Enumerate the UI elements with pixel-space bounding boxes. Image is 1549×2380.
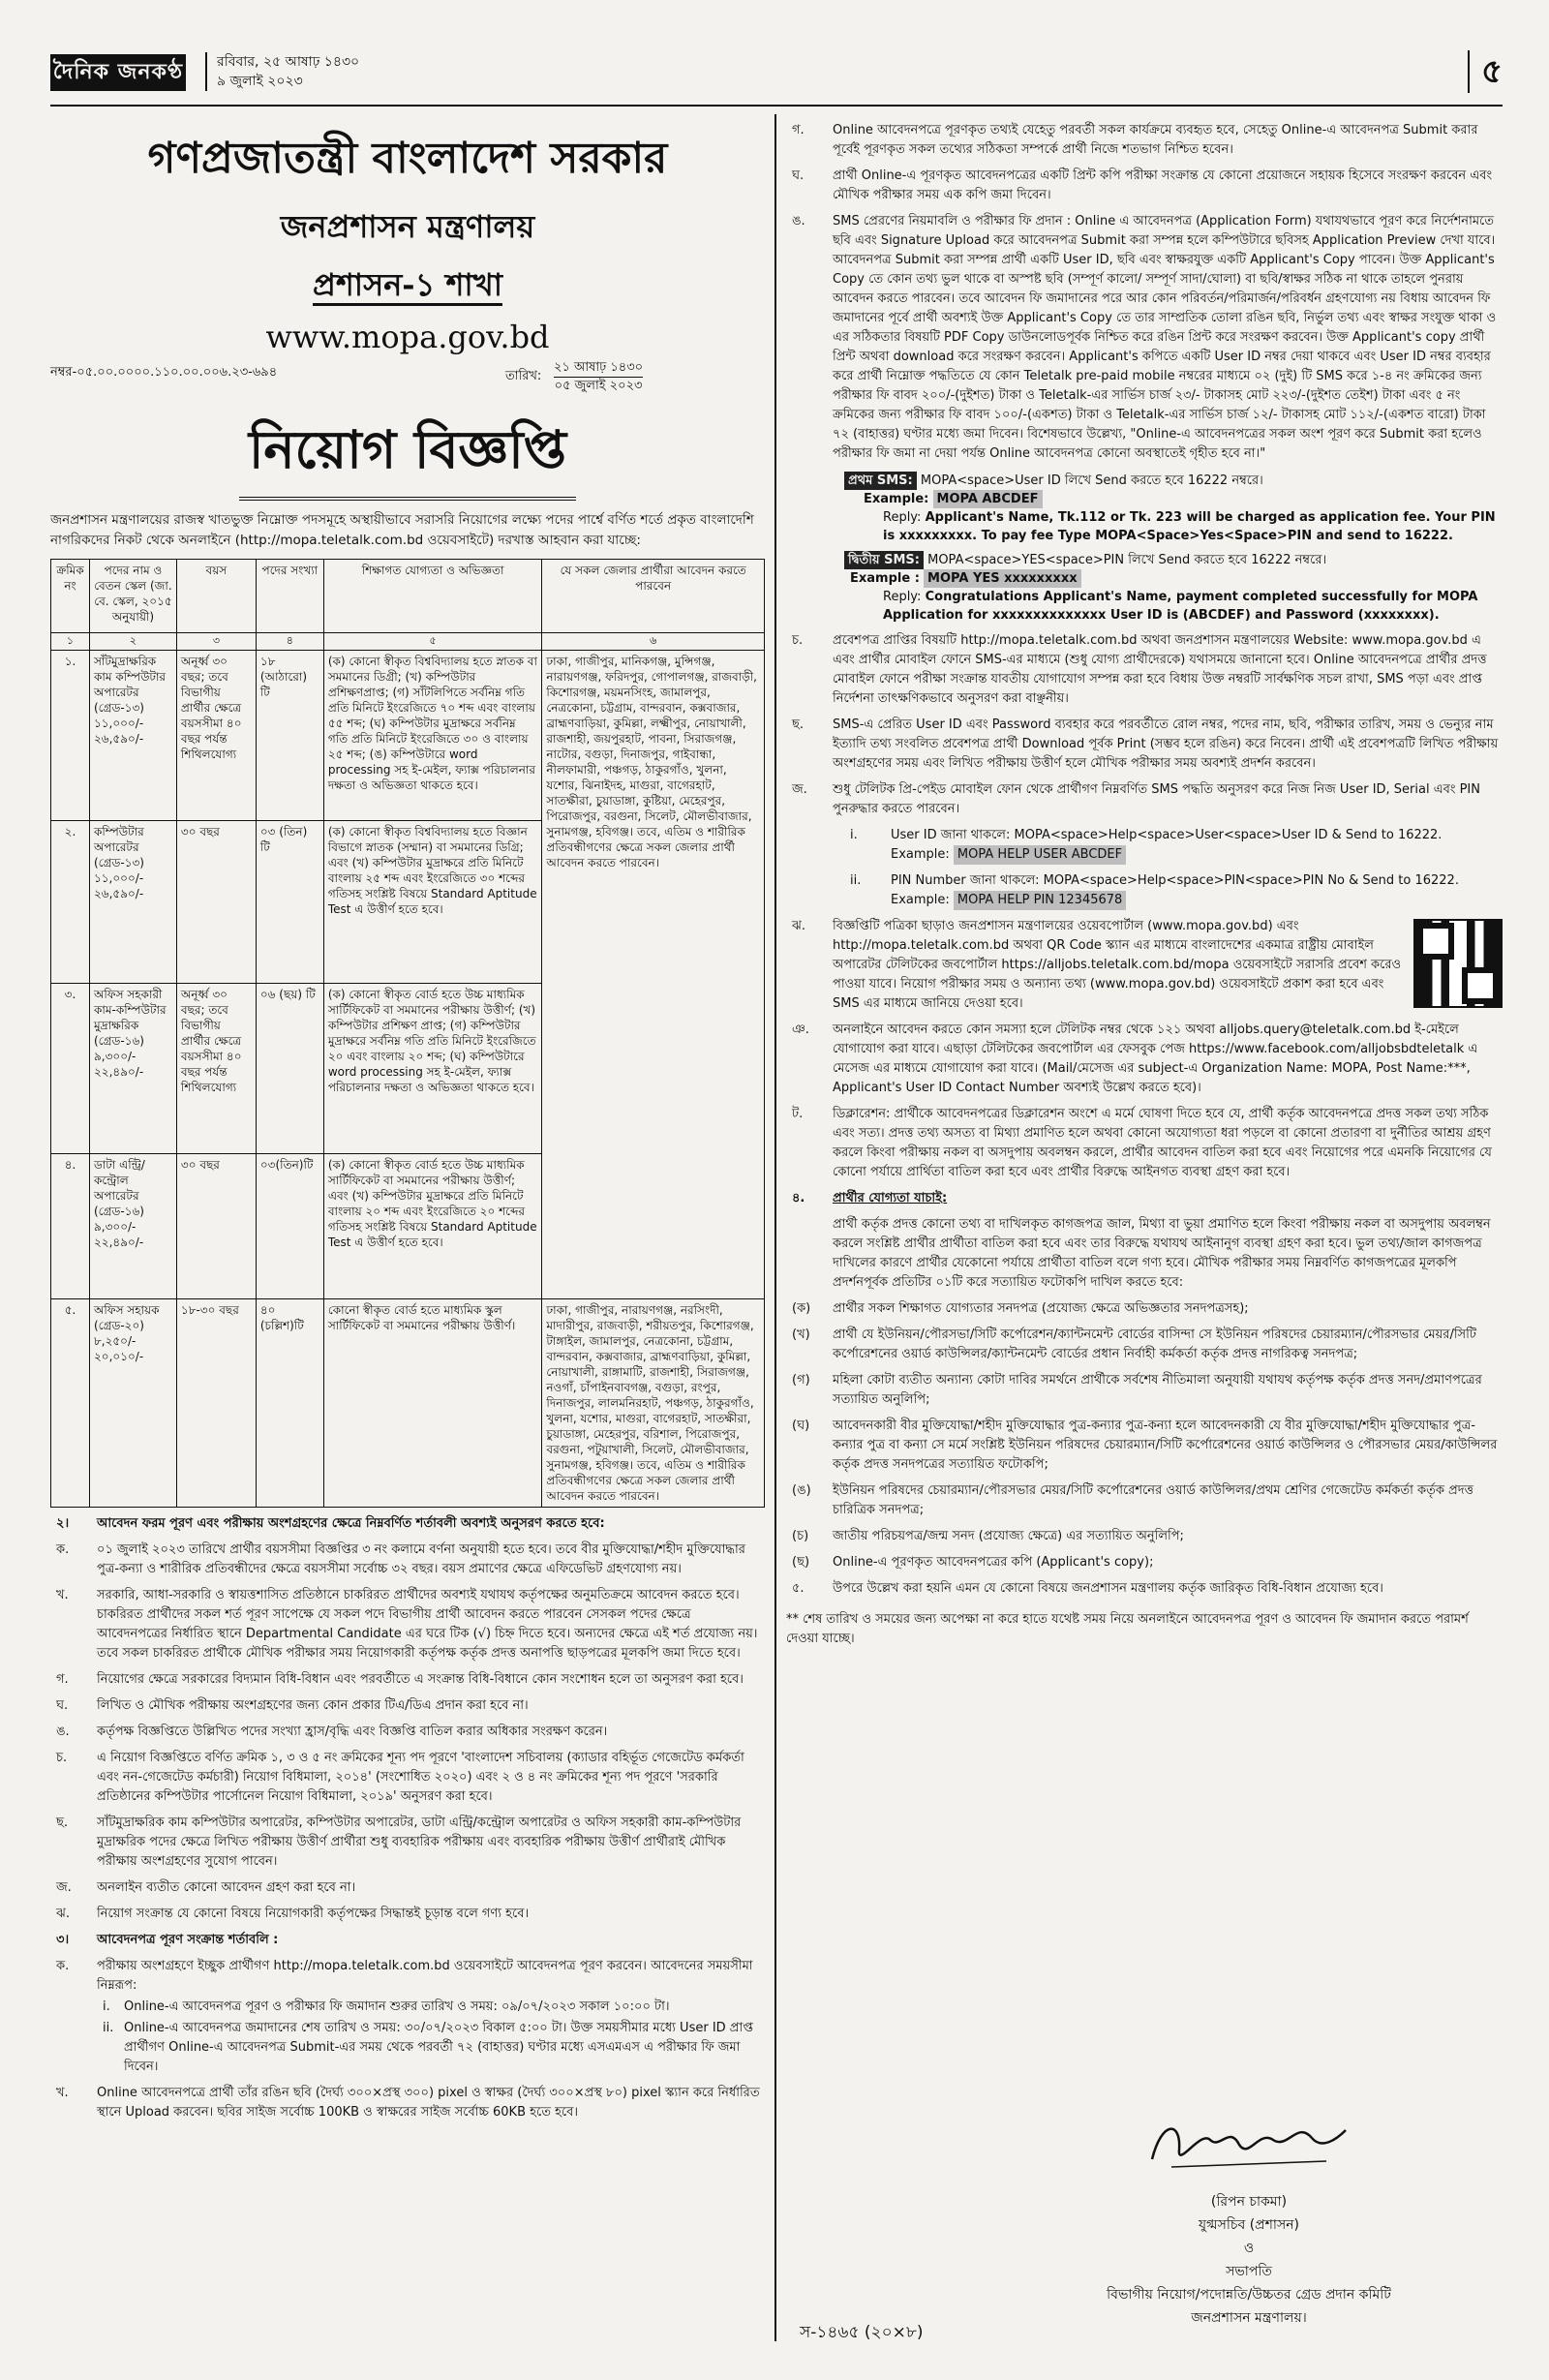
item-text: Online আবেদনপত্রে প্রার্থী তাঁর রঙিন ছবি (দৈর্ঘ্য ৩০০×প্রস্থ ৩০০) pixel ও স্বাক্ষর (দৈর্ঘ্য ৩০০×প্রস্থ ৮০) pixel স্ক্যান করে নির্ধারিত স্থানে Upload করবেন। ছবির সাইজ সর্বোচ্চ 100KB ও স্বাক্ষরের সাইজ সর্বোচ্চ 60KB হতে হবে। xyxy=(97,2086,760,2120)
section-4-intro xyxy=(786,1215,1503,1293)
list-item xyxy=(50,1749,765,1807)
sub-item xyxy=(97,2019,765,2077)
item-text: প্রবেশপত্র প্রাপ্তির বিষয়টি http://mopa.teletalk.com.bd অথবা জনপ্রশাসন মন্ত্রণালয়ের Website: www.mopa.gov.bd এ এবং প্রার্থীর মোবাইল ফোনে SMS-এর মাধ্যমে (শুধু যোগ্য প্রার্থীদেরকে) যথাসময়ে জানানো হবে। Online আবেদনপত্রে প্রার্থীর প্রদত্ত মোবাইল ফোনে পরীক্ষা সংক্রান্ত যাবতীয় যোগাযোগ সম্পন্ন করা হবে বিধায় উক্ত নম্বরটি সার্বক্ষণিক সচল রাখা, SMS পড়া এবং প্রাপ্ত নির্দেশনা তাৎক্ষণিকভাবে অনুসরণ করা বাঞ্ছনীয়। xyxy=(833,633,1487,706)
section-heading-text: আবেদন ফরম পূরণ এবং পরীক্ষায় অংশগ্রহণের ক্ষেত্রে নিম্নবর্ণিত শর্তাবলী অবশ্যই অনুসরণ করতে হবে: xyxy=(97,1516,605,1531)
reply-text: Congratulations Applicant's Name, payment completed successfully for MOPA Application for xxxxxxxxxxxxxx User ID is (ABCDEF) and Password (xxxxxxxx). xyxy=(883,590,1478,623)
row-age: অনূর্ধ্ব ৩০ বছর; তবে বিভাগীয় প্রার্থীর ক্ষেত্রে বয়সসীমা ৪০ বছর পর্যন্ত শিথিলযোগ্য xyxy=(176,984,256,1154)
table-header-cell: ক্রমিক নং xyxy=(51,560,90,633)
row-post: ডাটা এন্ট্রি/কন্ট্রোল অপারেটর (গ্রেড-১৬) ৯,৩০০/- ২২,৪৯০/- xyxy=(89,1154,176,1299)
left-column xyxy=(50,114,765,2122)
row-age: ৩০ বছর xyxy=(176,821,256,984)
table-header-cell: পদের নাম ও বেতন স্কেল (জা. বে. স্কেল, ২০১৫ অনুযায়ী) xyxy=(89,560,176,633)
item-body xyxy=(833,1371,1503,1410)
item-mark: (ছ) xyxy=(792,1555,810,1570)
item-body xyxy=(97,1905,765,1924)
section-4 xyxy=(786,1189,1503,1649)
item-text: ০১ জুলাই ২০২৩ তারিখে প্রার্থীর বয়সসীমা বিজ্ঞপ্তির ৩ নং কলামে বর্ণনা অনুযায়ী হতে হবে। তবে বীর মুক্তিযোদ্ধা/শহীদ মুক্তিযোদ্ধার পুত্র-কন্যা ও শারীরিক প্রতিবন্ধীদের ক্ষেত্রে বয়সসীমা সর্বোচ্চ ৩২ বছর। বয়স প্রমাণের ক্ষেত্রে এফিডেভিট গ্রহণযোগ্য নয়। xyxy=(97,1542,745,1576)
item-text: শুধু টেলিটক প্রি-পেইড মোবাইল ফোন থেকে প্রার্থীগণ নিম্নবর্ণিত SMS পদ্ধতি অনুসরণ করে নিজ নিজ User ID, Serial এবং PIN পুনরুদ্ধার করতে পারবেন। xyxy=(833,782,1480,816)
item-mark: (গ) xyxy=(792,1373,810,1388)
item-body xyxy=(833,1481,1503,1520)
example-label: Example : xyxy=(850,571,920,586)
item-text: PIN Number জানা থাকলে: MOPA<space>Help<space>PIN<space>PIN No & Send to 16222. xyxy=(891,873,1459,888)
first-sms-reply xyxy=(844,508,1503,545)
sms-instructions xyxy=(786,472,1503,625)
item-text: সাঁটমুদ্রাক্ষরিক কাম কম্পিউটার অপারেটর, কম্পিউটার অপারেটর, ডাটা এন্ট্রি/কন্ট্রোল অপারেটর ও অফিস সহকারী কাম-কম্পিউটার মুদ্রাক্ষরিক পদের ক্ষেত্রে লিখিত পরীক্ষায় উত্তীর্ণ প্রার্থীরা শুধু ব্যবহারিক পরীক্ষায় এবং ব্যবহারিক পরীক্ষায় উত্তীর্ণ প্রার্থীরাই মৌখিক পরীক্ষায় অংশগ্রহণের সুযোগ পাবেন। xyxy=(97,1816,742,1869)
table-row xyxy=(51,1299,765,1508)
item-mark: গ. xyxy=(56,1672,69,1687)
list-item xyxy=(786,1371,1503,1410)
item-text: লিখিত ও মৌখিক পরীক্ষায় অংশগ্রহণের জন্য কোন প্রকার টিএ/ডিএ প্রদান করা হবে না। xyxy=(97,1698,529,1713)
example-code: MOPA HELP PIN 12345678 xyxy=(954,891,1126,910)
item-mark: (ঘ) xyxy=(792,1419,810,1433)
row-serial: ৪. xyxy=(51,1154,90,1299)
reply-text: Applicant's Name, Tk.112 or Tk. 223 will be charged as application fee. Your PIN is xxxxxxxxx. To pay fee Type MOPA<Space>Yes<Space>PIN and send to 16222. xyxy=(883,510,1496,543)
item-body xyxy=(97,1586,765,1663)
handwritten-signature xyxy=(1142,2111,1355,2179)
item-mark: ছ. xyxy=(792,717,805,732)
row-age: ১৮-৩০ বছর xyxy=(176,1299,256,1508)
item-body xyxy=(97,1814,765,1872)
table-header-cell: শিক্ষাগত যোগ্যতা ও অভিজ্ঞতা xyxy=(323,560,542,633)
row-post: অফিস সহকারী কাম-কম্পিউটার মুদ্রাক্ষরিক (গ্রেড-১৬) ৯,৩০০/- ২২,৪৯০/- xyxy=(89,984,176,1154)
example-label: Example: xyxy=(891,893,950,907)
section-mark: ৫. xyxy=(792,1581,805,1596)
ad-reference: স-১৪৬৫ (২০×৮) xyxy=(800,2323,924,2342)
section-mark: ৪. xyxy=(792,1191,805,1205)
list-item xyxy=(786,167,1503,205)
item-body xyxy=(833,1527,1503,1546)
item-text: সরকারি, আধা-সরকারি ও স্বায়ত্তশাসিত প্রতিষ্ঠানে চাকরিরত প্রার্থীদের অবশ্যই যথাযথ কর্তৃপক্ষের অনুমতিক্রমে আবেদন করতে হবে। চাকরিরত প্রার্থীদের সকল শর্ত পূরণ সাপেক্ষে যে সকল পদে বিভাগীয় প্রার্থী আবেদন করতে পারবেন সেসকল পদের ক্ষেত্রে আবেদনপত্রের নির্ধারিত স্থানে Departmental Candidate এর ঘরে টিক (√) চিহ্ন দিতে হবে। অন্যদের ক্ষেত্রে এই শর্ত প্রযোজ্য নয়। তবে সকল চাকরিরত প্রার্থীকে মৌখিক পরীক্ষার সময় নিয়োগকারী কর্তৃপক্ষ কর্তৃক প্রদত্ত অনাপত্তি ছাড়পত্রের মূলকপি জমা দিতে হবে। xyxy=(97,1588,758,1661)
item-text: SMS প্রেরণের নিয়মাবলি ও পরীক্ষার ফি প্রদান : Online এ আবেদনপত্র (Application Form) যথাযথভাবে পূরণ করে নির্দেশনামতে ছবি এবং Signature Upload করে আবেদনপত্র Submit করা সম্পন্ন হলে কম্পিউটারে ছবিসহ Application Preview দেখা যাবে। আবেদনপত্র Submit করা সম্পন্ন প্রার্থী একটি User ID, ছবি এবং স্বাক্ষরযুক্ত একটি Applicant's Copy পাবেন। উক্ত Applicant's Copy তে কোন তথ্য ভুল থাকে বা অস্পষ্ট ছবি (সম্পূর্ণ কালো/ সম্পূর্ণ সাদা/ঘোলা) বা ছবি/স্বাক্ষর সঠিক না থাকে তাহলে পুনরায় আবেদন করতে পারবেন। তবে আবেদন ফি জমাদানের পরে আর কোন পরিবর্তন/পরিমার্জন/পরিবর্ধন গ্রহণযোগ্য নয় বিধায় আবেদন ফি জমাদানের পূর্বে প্রার্থী অবশ্যই উক্ত Applicant's Copy তে তার সাম্প্রতিক তোলা রঙিন ছবি, নির্ভুল তথ্য এবং স্বাক্ষর সংযুক্ত থাকা ও এর সঠিকতার বিষয়টি PDF Copy ডাউনলোডপূর্বক নিশ্চিত করে রঙিন প্রিন্ট করে সংরক্ষণ করবেন। উক্ত Applicant's copy প্রার্থী প্রিন্ট অথবা download করে সংরক্ষণ করবেন। Applicant's কপিতে একটি User ID নম্বর দেয়া থাকবে এবং User ID নম্বর ব্যবহার করে প্রার্থী নিম্নোক্ত পদ্ধতিতে যে কোন Teletalk pre-paid mobile নম্বরের মাধ্যমে ০২ (দুই) টি SMS করে ১-৪ নং ক্রমিকের জন্য পরীক্ষার ফি বাবদ ২০০/-(দুইশত) টাকা ও Teletalk-এর সার্ভিস চার্জ ২৩/- টাকাসহ মোট ২২৩/-(দুইশত তেইশ) টাকা এবং ৫ নং ক্রমিকের জন্য পরীক্ষার ফি বাবদ ১০০/-(একশত) টাকা ও Teletalk-এর সার্ভিস চার্জ ১২/- টাকাসহ মোট ১১২/-(একশত বারো) টাকা ৭২ (বাহাত্তর) ঘণ্টার মধ্যে জমা দিবেন। বিশেষভাবে উল্লেখ্য, "Online-এ আবেদনপত্রের সকল অংশ পূরণ করে Submit করা হলেও পরীক্ষার ফি জমা না দেয়া পর্যন্ত Online আবেদনপত্র কোনো অবস্থাতেই গৃহীত হবে না।" xyxy=(833,214,1497,461)
reply-label: Reply: xyxy=(883,510,922,525)
sub-item-text: Online-এ আবেদনপত্র পূরণ ও পরীক্ষার ফি জমাদান শুরুর তারিখ ও সময়: ০৯/০৭/২০২৩ সকাল ১০:০০ টা। xyxy=(124,1999,670,2014)
example-code: MOPA HELP USER ABCDEF xyxy=(954,845,1126,865)
memo-row xyxy=(50,359,765,404)
item-mark: ক. xyxy=(56,1542,70,1557)
row-districts: ঢাকা, গাজীপুর, নারায়ণগঞ্জ, নরসিংদী, মাদারীপুর, রাজবাড়ী, শরীয়তপুর, কিশোরগঞ্জ, টাঙ্গাইল, জামালপুর, নেত্রকোনা, চট্টগ্রাম, বান্দরবান, কক্সবাজার, ব্রাহ্মণবাড়িয়া, কুমিল্লা, নোয়াখালী, রাঙ্গামাটি, রাজশাহী, সিরাজগঞ্জ, নওগাঁ, চাঁপাইনবাবগঞ্জ, বগুড়া, রংপুর, দিনাজপুর, লালমনিরহাট, পঞ্চগড়, ঠাকুরগাঁও, খুলনা, যশোর, মাগুরা, বাগেরহাট, সাতক্ষীরা, চুয়াডাঙ্গা, মেহেরপুর, বরিশাল, পিরোজপুর, বরগুনা, পটুয়াখালী, সিলেট, মৌলভীবাজার, সুনামগঞ্জ, হবিগঞ্জ। তবে, এতিম ও শারীরিক প্রতিবন্ধীগণের ক্ষেত্রে সকল জেলার প্রার্থী আবেদন করতে পারবেন। xyxy=(542,1299,765,1508)
reply-label: Reply: xyxy=(883,590,922,604)
list-item xyxy=(786,1105,1503,1182)
item-text: নিয়োগের ক্ষেত্রে সরকারের বিদ্যমান বিধি-বিধান এবং পরবর্তীতে এ সংক্রান্ত বিধি-বিধানে কোন সংশোধন হলে তা অনুসরণ করা হবে। xyxy=(97,1672,744,1687)
item-body xyxy=(833,917,1503,1014)
item-text: অনলাইনে আবেদন করতে কোন সমস্যা হলে টেলিটক নম্বর থেকে ১২১ অথবা alljobs.query@teletalk.com.bd ই-মেইলে যোগাযোগ করা যাবে। এছাড়া টেলিটকের জবপোর্টাল এর ফেসবুক পেজ https://www.facebook.com/alljobsbdteletalk এ মেসেজ এর মাধ্যমে যোগাযোগ করা যাবে। (Mail/মেসেজ এর subject-এ Organization Name: MOPA, Post Name:***, Applicant's User ID Contact Number অবশ্যই উল্লেখ করতে হবে)। xyxy=(833,1022,1478,1095)
table-header-cell: বয়স xyxy=(176,560,256,633)
branch-heading xyxy=(50,260,765,313)
section-5 xyxy=(786,1579,1503,1599)
row-count: ০৬ (ছয়) টি xyxy=(256,984,323,1154)
table-header-cell: যে সকল জেলার প্রার্থীরা আবেদন করতে পারবেন xyxy=(542,560,765,633)
item-body xyxy=(97,1541,765,1579)
item-mark: জ. xyxy=(56,1880,72,1895)
row-age: ৩০ বছর xyxy=(176,1154,256,1299)
section-2-heading xyxy=(50,1514,765,1534)
item-text: জাতীয় পরিচয়পত্র/জন্ম সনদ (প্রযোজ্য ক্ষেত্রে) এর সত্যায়িত অনুলিপি; xyxy=(833,1529,1184,1543)
item-body xyxy=(833,121,1503,160)
item-mark: ঘ. xyxy=(56,1698,69,1713)
admit-card-list xyxy=(786,631,1503,819)
item-text: প্রার্থী Online-এ পূরণকৃত আবেদনপত্রের একটি প্রিন্ট কপি পরীক্ষা সংক্রান্ত যে কোনো প্রয়োজনে সহায়ক হিসেবে সংরক্ষণ করবেন এবং মৌখিক পরীক্ষার সময় এক কপি জমা দিবেন। xyxy=(833,168,1493,202)
item-body xyxy=(97,2084,765,2122)
list-item xyxy=(786,1326,1503,1364)
item-text: নিয়োগ সংক্রান্ত যে কোনো বিষয়ে নিয়োগকারী কর্তৃপক্ষের সিদ্ধান্তই চূড়ান্ত বলে গণ্য হবে। xyxy=(97,1907,530,1921)
list-item xyxy=(50,1905,765,1924)
row-serial: ৫. xyxy=(51,1299,90,1508)
row-districts: ঢাকা, গাজীপুর, মানিকগঞ্জ, মুন্সিগঞ্জ, নারায়ণগঞ্জ, ফরিদপুর, গোপালগঞ্জ, রাজবাড়ী, কিশোরগঞ্জ, ময়মনসিংহ, জামালপুর, নেত্রকোনা, চট্টগ্রাম, বান্দরবান, কক্সবাজার, ব্রাহ্মণবাড়িয়া, কুমিল্লা, লক্ষ্মীপুর, নোয়াখালী, রাজশাহী, জয়পুরহাট, পাবনা, সিরাজগঞ্জ, নাটোর, বগুড়া, দিনাজপুর, গাইবান্ধা, নীলফামারী, পঞ্চগড়, ঠাকুরগাঁও, খুলনা, যশোর, ঝিনাইদহ, মাগুরা, বাগেরহাট, সাতক্ষীরা, চুয়াডাঙ্গা, কুষ্টিয়া, মেহেরপুর, পিরোজপুর, বরগুনা, সিলেট, মৌলভীবাজার, সুনামগঞ্জ, হবিগঞ্জ। তবে, এতিম ও শারীরিক প্রতিবন্ধীগণের ক্ষেত্রে সকল জেলার প্রার্থী আবেদন করতে পারবেন। xyxy=(542,651,765,1299)
item-text: কর্তৃপক্ষ বিজ্ঞপ্তিতে উল্লিখিত পদের সংখ্যা হ্রাস/বৃদ্ধি এবং বিজ্ঞপ্তি বাতিল করার অধিকার সংরক্ষণ করেন। xyxy=(97,1724,608,1739)
list-item xyxy=(50,1814,765,1872)
memo-date-en: ০৫ জুলাই ২০২৩ xyxy=(554,379,643,393)
item-body xyxy=(97,1670,765,1690)
posts-table xyxy=(50,559,765,1508)
column-number: ২ xyxy=(89,633,176,651)
memo-date-label: তারিখ: xyxy=(505,369,542,383)
item-mark: ঝ. xyxy=(792,919,805,933)
list-item xyxy=(786,1527,1503,1546)
item-body xyxy=(833,780,1503,819)
signatory-and: ও xyxy=(1243,2241,1255,2256)
column-number: ৩ xyxy=(176,633,256,651)
section-heading-text: আবেদনপত্র পূরণ সংক্রান্ত শর্তাবলি : xyxy=(97,1933,279,1947)
list-item xyxy=(786,917,1503,1014)
footnote-text: ** শেষ তারিখ ও সময়ের জন্য অপেক্ষা না করে হাতে যথেষ্ট সময় নিয়ে অনলাইনে আবেদনপত্র পূরণ ও আবেদন ফি জমাদান করতে পরামর্শ দেওয়া যাচ্ছে। xyxy=(786,1612,1469,1646)
row-count: ৪০ (চল্লিশ)টি xyxy=(256,1299,323,1508)
table-header-cell: পদের সংখ্যা xyxy=(256,560,323,633)
column-number: ১ xyxy=(51,633,90,651)
item-text: Online আবেদনপত্রে পূরণকৃত তথ্যই যেহেতু পরবর্তী সকল কার্যক্রমে ব্যবহৃত হবে, সেহেতু Online-এ আবেদনপত্র Submit করার পূর্বেই পূরণকৃত সকল তথ্যের সঠিকতা সম্পর্কে প্রার্থী নিজে শতভাগ নিশ্চিত হবেন। xyxy=(833,123,1478,157)
item-mark: চ. xyxy=(56,1751,68,1765)
row-serial: ২. xyxy=(51,821,90,984)
list-item xyxy=(786,212,1503,464)
list-item xyxy=(786,1299,1503,1319)
list-item xyxy=(786,1417,1503,1475)
item-text: পরীক্ষায় অংশগ্রহণে ইচ্ছুক প্রার্থীগণ http://mopa.teletalk.com.bd ওয়েবসাইটে আবেদনপত্র পূরণ করবেন। আবেদনের সময়সীমা নিম্নরূপ: xyxy=(97,1959,753,1993)
first-sms-line xyxy=(844,472,1503,490)
signatory-committee: বিভাগীয় নিয়োগ/পদোন্নতি/উচ্চতর গ্রেড প্রদান কমিটি xyxy=(1107,2287,1391,2303)
sub-item-mark: i. xyxy=(103,1999,110,2014)
column-number-row xyxy=(51,633,765,651)
item-mark: ঝ. xyxy=(56,1907,70,1921)
list-item xyxy=(844,871,1503,910)
list-item xyxy=(50,1696,765,1716)
notice-title xyxy=(50,410,765,501)
section-4-list xyxy=(786,1299,1503,1572)
notice-title-text: নিয়োগ বিজ্ঞপ্তি xyxy=(239,410,576,501)
item-body xyxy=(833,1553,1503,1572)
spacer xyxy=(786,1215,833,1293)
list-item xyxy=(50,1670,765,1690)
second-sms-reply xyxy=(844,588,1503,625)
column-number: ৬ xyxy=(542,633,765,651)
item-mark: i. xyxy=(850,828,858,842)
signatory-name: (রিপন চাকমা) xyxy=(1210,2194,1288,2210)
second-sms-line xyxy=(844,551,1503,569)
section-3 xyxy=(50,1931,765,2122)
signature-block xyxy=(1046,2111,1452,2330)
item-body xyxy=(833,1326,1503,1364)
list-item xyxy=(50,2084,765,2122)
row-serial: ৩. xyxy=(51,984,90,1154)
first-sms-text: MOPA<space>User ID লিখে Send করতে হবে 16222 নম্বরে। xyxy=(920,473,1263,488)
section-3-list xyxy=(50,1957,765,2122)
list-item xyxy=(50,1723,765,1742)
row-qualification: কোনো স্বীকৃত বোর্ড হতে মাধ্যমিক স্কুল সার্টিফিকেট বা সমমানের পরীক্ষায় উত্তীর্ণ। xyxy=(323,1299,542,1508)
item-mark: (চ) xyxy=(792,1529,809,1543)
item-text: মহিলা কোটা ব্যতীত অন্যান্য কোটা দাবির সমর্থনে প্রার্থীকে সর্বশেষ নীতিমালা অনুযায়ী যথাযথ কর্তৃপক্ষ কর্তৃক প্রদত্ত সনদ/প্রমাণপত্রের সত্যায়িত অনুলিপি; xyxy=(833,1373,1482,1407)
item-text: বিজ্ঞপ্তিটি পত্রিকা ছাড়াও জনপ্রশাসন মন্ত্রণালয়ের ওয়েবপোর্টাল (www.mopa.gov.bd) এবং http://mopa.teletalk.com.bd অথবা QR Code স্ক্যান এর মাধ্যমে বাংলাদেশের একমাত্র রাষ্ট্রীয় মোবাইল অপারেটর টেলিটকের জবপোর্টাল https://alljobs.teletalk.com.bd/mopa ওয়েবসাইটে সরাসরি প্রবেশ করেও পাওয়া যাবে। নিয়োগ পরীক্ষার সময় ও অন্যান্য তথ্য (www.mopa.gov.bd) ওয়েবসাইটে প্রকাশ করা হবে এবং SMS এর মাধ্যমে জানিয়ে দেওয়া হবে। xyxy=(833,919,1402,1011)
memo-date-bn: ২১ আষাঢ় ১৪৩০ xyxy=(554,359,643,378)
item-text: User ID জানা থাকলে: MOPA<space>Help<space>User<space>User ID & Send to 16222. xyxy=(891,828,1443,842)
item-mark: (খ) xyxy=(792,1327,810,1342)
footnote xyxy=(786,1610,1503,1649)
memo-dates xyxy=(554,359,643,395)
item-mark: ছ. xyxy=(56,1816,69,1830)
item-body xyxy=(833,631,1503,709)
masthead xyxy=(50,50,1503,107)
item-mark: খ. xyxy=(56,2086,69,2100)
signatory-role: সভাপতি xyxy=(1226,2264,1272,2279)
example-code: MOPA YES xxxxxxxxx xyxy=(924,569,1081,588)
list-item xyxy=(50,1878,765,1898)
list-item xyxy=(50,1586,765,1663)
row-qualification: (ক) কোনো স্বীকৃত বিশ্ববিদ্যালয় হতে বিজ্ঞান বিভাগে স্নাতক (সম্মান) বা সমমানের ডিগ্রি; এবং (খ) কম্পিউটার মুদ্রাক্ষরে প্রতি মিনিটে বাংলায় ২৫ শব্দ এবং ইংরেজিতে ৩০ শব্দের গতিসহ সংশ্লিষ্ট বিষয়ে Standard Aptitude Test এ উত্তীর্ণ হতে হবে। xyxy=(323,821,542,984)
list-item xyxy=(50,1957,765,2077)
list-item xyxy=(786,716,1503,774)
application-conditions-list xyxy=(786,121,1503,464)
row-age: অনূর্ধ্ব ৩০ বছর; তবে বিভাগীয় প্রার্থীর ক্ষেত্রে বয়সসীমা ৪০ বছর পর্যন্ত শিথিলযোগ্য xyxy=(176,651,256,821)
item-text: প্রার্থীর সকল শিক্ষাগত যোগ্যতার সনদপত্র (প্রযোজ্য ক্ষেত্রে অভিজ্ঞতার সনদপত্রসহ); xyxy=(833,1301,1249,1316)
item-body xyxy=(833,1299,1503,1319)
list-item xyxy=(786,121,1503,160)
section-mark: ২। xyxy=(56,1516,70,1531)
portal-info xyxy=(786,917,1503,1182)
column-divider xyxy=(774,114,776,2341)
item-mark: ঙ. xyxy=(792,214,805,229)
item-body xyxy=(97,1749,765,1807)
item-body xyxy=(833,716,1503,774)
item-mark: ক. xyxy=(56,1959,70,1973)
item-body xyxy=(833,167,1503,205)
section-heading-text: প্রার্থীর যোগ্যতা যাচাই: xyxy=(833,1191,948,1205)
row-count: ০৩ (তিন) টি xyxy=(256,821,323,984)
sub-item-text: Online-এ আবেদনপত্র জমাদানের শেষ তারিখ ও সময়: ৩০/০৭/২০২৩ বিকাল ৫:০০ টা। উক্ত সময়সীমার মধ্যে User ID প্রাপ্ত প্রার্থীগণ Online-এ আবেদনপত্র Submit-এর সময় থেকে পরবর্তী ৭২ (বাহাত্তর) ঘণ্টার মধ্যে এসএমএস এ পরীক্ষার ফি জমা দিবেন। xyxy=(124,2021,753,2074)
branch-label: প্রশাসন-১ শাখা xyxy=(313,266,502,306)
second-sms-text: MOPA<space>YES<space>PIN লিখে Send করতে হবে 16222 নম্বরে। xyxy=(927,553,1327,567)
list-item xyxy=(50,1541,765,1579)
item-body xyxy=(833,1417,1503,1475)
item-text: SMS-এ প্রেরিত User ID এবং Password ব্যবহার করে পরবর্তীতে রোল নম্বর, পদের নাম, ছবি, পরীক্ষার তারিখ, সময় ও ভেন্যুর নাম ইত্যাদি তথ্য সংবলিত প্রবেশপত্র প্রার্থী Download পূর্বক Print (সম্ভব হলে রঙিন) করে নিবেন। প্রার্থী এই প্রবেশপত্রটি লিখিত পরীক্ষায় অংশগ্রহণের সময় এবং লিখিত পরীক্ষায় উত্তীর্ণ হলে মৌখিক পরীক্ষার সময় অবশ্যই প্রদর্শন করবেন। xyxy=(833,717,1499,771)
first-sms-example xyxy=(844,490,1503,508)
item-text: প্রার্থী যে ইউনিয়ন/পৌরসভা/সিটি কর্পোরেশন/ক্যান্টনমেন্ট বোর্ডের বাসিন্দা সে ইউনিয়ন পরিষদের চেয়ারম্যান/পৌরসভার মেয়র/সিটি কর্পোরেশনের ওয়ার্ড কাউন্সিলর/ক্যান্টনমেন্ট বোর্ডের প্রধান নির্বাহী কর্মকর্তা কর্তৃক প্রদত্ত নাগরিকত্ব সনদপত্র; xyxy=(833,1327,1476,1361)
item-text: ইউনিয়ন পরিষদের চেয়ারম্যান/পৌরসভার মেয়র/সিটি কর্পোরেশনের ওয়ার্ড কাউন্সিলর/প্রথম শ্রেণির গেজেটেড কর্মকর্তা কর্তৃক প্রদত্ত চারিত্রিক সনদপত্র; xyxy=(833,1483,1473,1517)
list-item xyxy=(786,1021,1503,1098)
recovery-example xyxy=(891,845,1503,865)
signatory-designation: যুগ্মসচিব (প্রশাসন) xyxy=(1198,2217,1300,2233)
page-number: ৫ xyxy=(1468,50,1503,93)
intro-paragraph: জনপ্রশাসন মন্ত্রণালয়ের রাজস্ব খাতভুক্ত নিম্নোক্ত পদসমূহে অস্থায়ীভাবে সরাসরি নিয়োগের লক্ষ্যে পদের পার্শ্বে বর্ণিত শর্তে প্রকৃত বাংলাদেশি নাগরিকদের নিকট থেকে অনলাইনে (http://mopa.teletalk.com.bd ওয়েবসাইটে) দরখাস্ত আহবান করা যাচ্ছে: xyxy=(50,512,754,548)
item-mark: ঞ. xyxy=(792,1022,809,1037)
item-text: আবেদনকারী বীর মুক্তিযোদ্ধা/শহীদ মুক্তিযোদ্ধার পুত্র-কন্যার পুত্র-কন্যা হলে আবেদনকারী যে বীর মুক্তিযোদ্ধা/শহীদ মুক্তিযোদ্ধার পুত্র-কন্যার পুত্র বা কন্যা সে মর্মে সংশ্লিষ্ট ইউনিয়ন পরিষদের চেয়ারম্যান/সিটি কর্পোরেশনের ওয়ার্ড কাউন্সিলর ও পৌরসভার মেয়র/কাউন্সিলর কর্তৃক প্রদত্ত সনদপত্রের সত্যায়িত ফটোকপি; xyxy=(833,1419,1498,1472)
item-mark: (ক) xyxy=(792,1301,811,1316)
row-qualification: (ক) কোনো স্বীকৃত বোর্ড হতে উচ্চ মাধ্যমিক সার্টিফিকেট বা সমমানের পরীক্ষায় উত্তীর্ণ; এবং (খ) কম্পিউটার মুদ্রাক্ষরে প্রতি মিনিটে বাংলায় ২০ শব্দ এবং ইংরেজিতে ২০ শব্দের গতিসহ সংশ্লিষ্ট বিষয়ে Standard Aptitude Test এ উত্তীর্ণ হতে হবে। xyxy=(323,1154,542,1299)
column-number: ৪ xyxy=(256,633,323,651)
section-2 xyxy=(50,1514,765,1924)
item-mark: ii. xyxy=(850,873,862,888)
section-2-list xyxy=(50,1541,765,1924)
list-item xyxy=(786,780,1503,819)
item-mark: ঘ. xyxy=(792,168,805,183)
masthead-date-en: ৯ জুলাই ২০২৩ xyxy=(217,74,303,89)
row-post: সাঁটমুদ্রাক্ষরিক কাম কম্পিউটার অপারেটর (গ্রেড-১৩) ১১,০০০/- ২৬,৫৯০/- xyxy=(89,651,176,821)
section-3-heading xyxy=(50,1931,765,1950)
section-mark: ৩। xyxy=(56,1933,70,1947)
item-body xyxy=(97,1696,765,1716)
newspaper-logo: দৈনিক জনকণ্ঠ xyxy=(50,54,186,91)
list-item xyxy=(786,631,1503,709)
item-mark: গ. xyxy=(792,123,805,137)
item-mark: খ. xyxy=(56,1588,69,1602)
item-body xyxy=(97,1878,765,1898)
section-4-heading xyxy=(786,1189,1503,1208)
row-count: ১৮ (আঠারো) টি xyxy=(256,651,323,821)
item-mark: ট. xyxy=(792,1107,804,1121)
signatory-ministry: জনপ্রশাসন মন্ত্রণালয়। xyxy=(1191,2310,1307,2326)
second-sms-tag: দ্বিতীয় SMS: xyxy=(844,551,924,569)
item-mark: ঙ. xyxy=(56,1724,70,1739)
masthead-date-bn: রবিবার, ২৫ আষাঢ় ১৪৩০ xyxy=(217,54,360,70)
government-heading: গণপ্রজাতন্ত্রী বাংলাদেশ সরকার xyxy=(147,134,668,183)
first-sms-tag: প্রথম SMS: xyxy=(844,472,917,490)
list-item xyxy=(844,826,1503,865)
table-row xyxy=(51,651,765,821)
table-header-row xyxy=(51,560,765,633)
item-text: এ নিয়োগ বিজ্ঞপ্তিতে বর্ণিত ক্রমিক ১, ৩ ও ৫ নং ক্রমিকের শূন্য পদ পূরণে 'বাংলাদেশ সচিবালয় (ক্যাডার বহির্ভূত গেজেটেড কর্মকর্তা এবং নন-গেজেটেড কর্মচারী) নিয়োগ বিধিমালা, ২০১৪' (সংশোধিত ২০২০) এবং ২ ও ৪ নং ক্রমিকের শূন্য পদ পূরণে 'সরকারি প্রতিষ্ঠানের কম্পিউটার পার্সোনেল নিয়োগ বিধিমালা, ২০১৯' অনুসরণ করা হবে। xyxy=(97,1751,744,1804)
example-code: MOPA ABCDEF xyxy=(933,490,1043,508)
recovery-example xyxy=(891,891,1503,910)
item-mark: জ. xyxy=(792,782,807,797)
ministry-heading: জনপ্রশাসন মন্ত্রণালয় xyxy=(280,208,535,245)
row-count: ০৩(তিন)টি xyxy=(256,1154,323,1299)
qr-code-icon[interactable] xyxy=(1413,919,1503,1008)
item-mark: (ঙ) xyxy=(792,1483,811,1498)
row-post: অফিস সহায়ক (গ্রেড-২০) ৮,২৫০/- ২০,০১০/- xyxy=(89,1299,176,1508)
sub-item xyxy=(97,1998,765,2017)
masthead-date xyxy=(205,52,359,91)
section-intro-text: প্রার্থী কর্তৃক প্রদত্ত কোনো তথ্য বা দাখিলকৃত কাগজপত্র জাল, মিথ্যা বা ভুয়া প্রমাণিত হলে কিংবা পরীক্ষায় নকল বা অসদুপায় অবলম্বন করলে সংশ্লিষ্ট প্রার্থীর প্রার্থীতা বাতিল করা হবে এবং তার বিরুদ্ধে যথাযথ আইনানুগ ব্যবস্থা গ্রহণ করা হবে। ভুল তথ্য/জাল কাগজপত্র দাখিলের কারণে প্রার্থীর যেকোনো পর্যায়ে প্রার্থীতা বাতিল বলে গণ্য হবে। মৌখিক পরীক্ষার সময় নিম্নবর্ণিত কাগজপত্রের মূলকপি প্রদর্শনপূর্বক প্রতিটির ০১টি করে সত্যায়িত ফটোকপি দাখিল করতে হবে: xyxy=(833,1217,1491,1290)
row-qualification: (ক) কোনো স্বীকৃত বোর্ড হতে উচ্চ মাধ্যমিক সার্টিফিকেট বা সমমানের পরীক্ষায় উত্তীর্ণ; (খ) কম্পিউটার প্রশিক্ষণ প্রাপ্ত; (গ) কম্পিউটার মুদ্রাক্ষরে সর্বনিম্ন গতি প্রতি মিনিটে ইংরেজিতে ২০ এবং বাংলায় ২০ শব্দ; (ঘ) কম্পিউটারে word processing সহ ই-মেইল, ফ্যাক্স পরিচালনার দক্ষতা ও অভিজ্ঞতা থাকতে হবে। xyxy=(323,984,542,1154)
list-item xyxy=(786,1481,1503,1520)
item-body xyxy=(97,1723,765,1742)
row-serial: ১. xyxy=(51,651,90,821)
example-label: Example: xyxy=(891,847,950,862)
credential-recovery-list xyxy=(786,826,1503,910)
item-text: অনলাইন ব্যতীত কোনো আবেদন গ্রহণ করা হবে না। xyxy=(97,1880,356,1895)
item-body xyxy=(833,212,1503,464)
column-number: ৫ xyxy=(323,633,542,651)
item-mark: চ. xyxy=(792,633,804,648)
sub-item-mark: ii. xyxy=(103,2021,114,2035)
item-body xyxy=(891,871,1503,910)
right-column xyxy=(786,114,1503,1649)
row-qualification: (ক) কোনো স্বীকৃত বিশ্ববিদ্যালয় হতে স্নাতক বা সমমানের ডিগ্রী; (খ) কম্পিউটার প্রশিক্ষণপ্রাপ্ত; (গ) সাঁটলিপিতে সর্বনিম্ন গতি প্রতি মিনিটে ইংরেজিতে ৭০ শব্দ এবং বাংলায় ৫৫ শব্দ; (ঘ) কম্পিউটার মুদ্রাক্ষরে সর্বনিম্ন গতি প্রতি মিনিটে ইংরেজিতে ৩০ ও বাংলায় ২৫ শব্দ; (ঙ) কম্পিউটারে word processing সহ ই-মেইল, ফ্যাক্স পরিচালনার দক্ষতা ও অভিজ্ঞতা থাকতে হবে। xyxy=(323,651,542,821)
example-label: Example: xyxy=(864,492,929,506)
item-text: Online-এ পূরণকৃত আবেদনপত্রের কপি (Applicant's copy); xyxy=(833,1555,1154,1570)
memo-number: নম্বর-০৫.০০.০০০০.১১০.০০.০০৬.২৩-৬৯৪ xyxy=(50,365,278,380)
list-item xyxy=(786,1553,1503,1572)
second-sms-example xyxy=(844,569,1503,588)
row-post: কম্পিউটার অপারেটর (গ্রেড-১৩) ১১,০০০/- ২৬,৫৯০/- xyxy=(89,821,176,984)
section-5-text: উপরে উল্লেখ করা হয়নি এমন যে কোনো বিষয়ে জনপ্রশাসন মন্ত্রণালয় কর্তৃক জারিকৃত বিধি-বিধান প্রযোজ্য হবে। xyxy=(833,1581,1383,1596)
ministry-website[interactable]: www.mopa.gov.bd xyxy=(265,319,550,355)
item-text: ডিক্লারেশন: প্রার্থীকে আবেদনপত্রের ডিক্লারেশন অংশে এ মর্মে ঘোষণা দিতে হবে যে, প্রার্থী কর্তৃক আবেদনপত্রে প্রদত্ত সকল তথ্য সঠিক এবং সত্য। প্রদত্ত তথ্য অসত্য বা মিথ্যা প্রমাণিত হলে অথবা কোনো অযোগ্যতা ধরা পড়লে বা কোনো প্রতারণা বা দুর্নীতির আশ্রয় গ্রহণ করলে কিংবা পরীক্ষায় নকল বা অসদুপায় অবলম্বন করলে, প্রার্থীর আবেদন বাতিল করা হবে এবং নিয়োগের পরে এমনকি নিয়োগের যে কোনো পর্যায়ে প্রার্থিতা বাতিল করা হবে এবং প্রার্থীর বিরুদ্ধে আইনগত ব্যবস্থা গ্রহণ করা হবে। xyxy=(833,1107,1492,1179)
item-body xyxy=(891,826,1503,865)
item-body xyxy=(97,1957,765,2077)
